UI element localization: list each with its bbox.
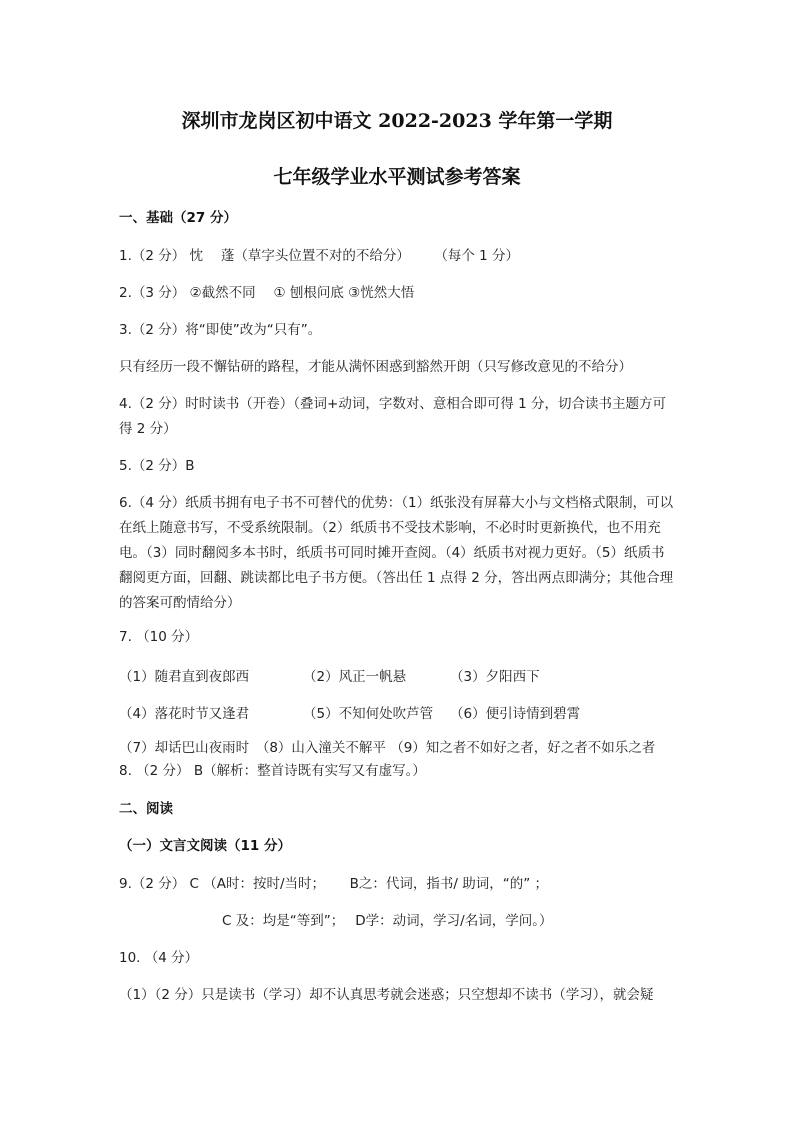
q7-item-5: （5）不知何处吹芦管 bbox=[303, 706, 434, 722]
answer-q6: 6.（4 分）纸质书拥有电子书不可替代的优势：（1）纸张没有屏幕大小与文档格式限制，可以在纸上随意书写，不受系统限制。（2）纸质书不受技术影响，不必时时更新换代，也不用充电。（3）同时翻阅多本书时，纸质书可同时摊开查阅。（4）纸质书对视力更好。（5）纸质书翻阅更方面，回翻、跳读都比电子书方便。（答出任 1 点得 2 分，答出两点即满分；其他合理的答案可酌情给分） bbox=[119, 495, 674, 611]
answer-q2: 2.（3 分） ②截然不同 ① 刨根问底 ③恍然大悟 bbox=[119, 285, 415, 301]
subsection-heading-classical-chinese: （一）文言文阅读（11 分） bbox=[119, 838, 291, 854]
q7-row-3: （7）却话巴山夜雨时 （8）山入潼关不解平 （9）知之者不如好之者，好之者不如乐之者 bbox=[119, 740, 656, 756]
answer-q7-heading: 7. （10 分） bbox=[119, 629, 199, 645]
section-heading-basics: 一、基础（27 分） bbox=[119, 210, 237, 226]
answer-q10-heading: 10. （4 分） bbox=[119, 950, 199, 966]
q7-item-6: （6）便引诗情到碧霄 bbox=[450, 706, 581, 722]
answer-q10-part1: （1）（2 分）只是读书（学习）却不认真思考就会迷惑；只空想却不读书（学习），就会疑 bbox=[119, 987, 654, 1003]
answer-q5: 5.（2 分）B bbox=[119, 458, 195, 474]
answer-q4: 4.（2 分）时时读书（开卷）（叠词+动词，字数对、意相合即可得 1 分，切合读书主题方可得 2 分） bbox=[119, 396, 666, 437]
q7-item-4: （4）落花时节又逢君 bbox=[119, 706, 250, 722]
answer-q8: 8. （2 分） B（解析：整首诗既有实写又有虚写。） bbox=[119, 763, 426, 779]
answer-q3: 3.（2 分）将“即使”改为“只有”。 bbox=[119, 322, 322, 338]
document-subtitle: 七年级学业水平测试参考答案 bbox=[273, 166, 521, 188]
q7-item-3: （3）夕阳西下 bbox=[450, 669, 540, 685]
answer-q9: 9.（2 分） C （A时：按时/当时； B之：代词，指书/ 助词，“的” ； bbox=[119, 876, 548, 892]
answer-q9-continued: C 及：均是“等到”； D学：动词，学习/名词，学问。） bbox=[222, 913, 553, 929]
answer-q3-sentence: 只有经历一段不懈钻研的路程，才能从满怀困惑到豁然开朗（只写修改意见的不给分） bbox=[119, 359, 632, 375]
section-heading-reading: 二、阅读 bbox=[119, 801, 173, 817]
q7-item-1: （1）随君直到夜郎西 bbox=[119, 669, 250, 685]
answer-q1: 1.（2 分） 忱 蓬（草字头位置不对的不给分） （每个 1 分） bbox=[119, 248, 520, 264]
q7-item-2: （2）风正一帆悬 bbox=[303, 669, 407, 685]
document-title: 深圳市龙岗区初中语文 2022-2023 学年第一学期 bbox=[181, 110, 613, 132]
